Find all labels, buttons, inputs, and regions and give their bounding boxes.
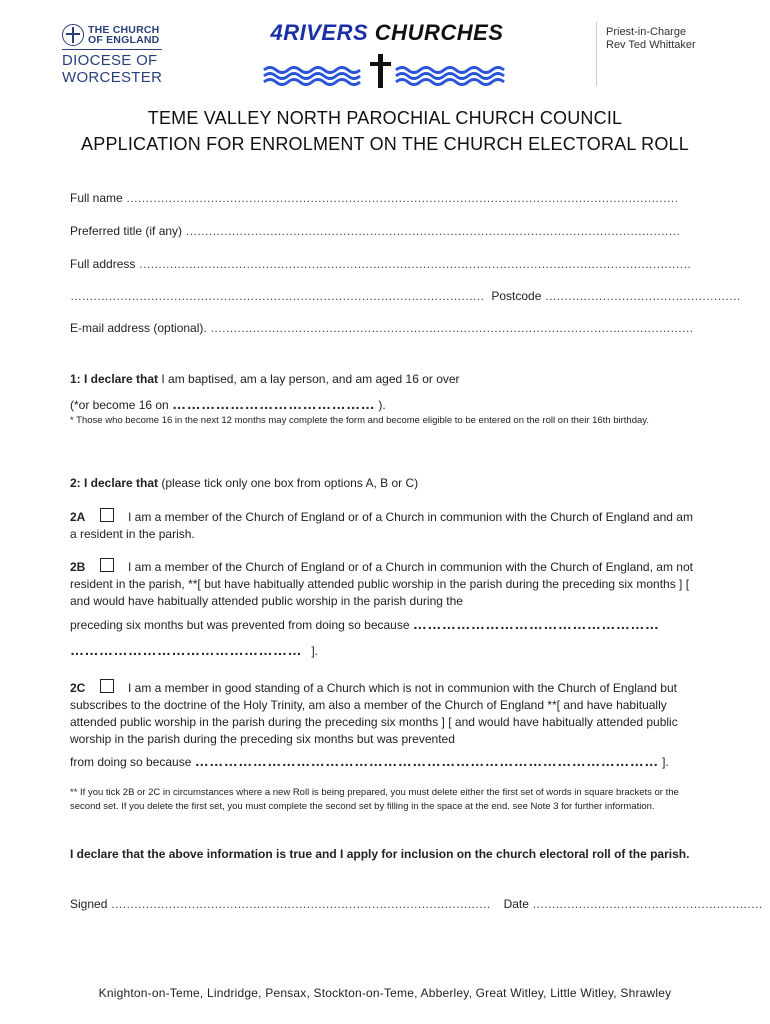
date-dots[interactable]: …………………………………………………… — [532, 897, 763, 911]
option-2c-reason-line — [70, 753, 702, 771]
email-label: E-mail address (optional). — [70, 321, 207, 335]
full-name-dots[interactable]: ……………………………………………………………………………………………………………………………… — [126, 191, 679, 205]
option-2c-checkbox[interactable] — [100, 679, 114, 693]
signed-label: Signed — [70, 897, 108, 911]
final-declaration: I declare that the above information is true and I apply for inclusion on the church electoral roll of the parish. — [70, 847, 690, 861]
become-16-suffix: ). — [378, 398, 386, 412]
option-2b-dots2[interactable]: ………………………………………… — [70, 642, 302, 658]
diocese-line2: WORCESTER — [62, 69, 163, 86]
preferred-title-label: Preferred title (if any) — [70, 224, 183, 238]
date-label: Date — [503, 897, 529, 911]
option-2c-text: I am a member in good standing of a Church which is not in communion with the Church of England but subscribes to the doctrine of the Holy Trinity, am also a member of the Church of England **[ and have habitually attended public worship in the parish during the preceding six months ] [ and would have habitually attended public worship in the parish during the preceding six months but was prevented — [70, 681, 678, 746]
option-2b-reason-line — [70, 616, 702, 634]
become-16-line — [70, 396, 386, 412]
declaration-1-lead: 1: I declare that — [70, 372, 159, 386]
option-2a-code: 2A — [70, 510, 86, 524]
rivers-waves-cross-icon — [262, 52, 512, 92]
postcode-dots[interactable]: …………………………………………… — [544, 289, 741, 303]
email-dots[interactable]: ……………………………………………………………………………………………………………… — [210, 321, 694, 335]
option-2a — [70, 508, 702, 543]
age-note: * Those who become 16 in the next 12 months may complete the form and become eligible to be entered on the roll on their 16th birthday. — [70, 415, 649, 426]
option-2b-text2: preceding six months but was prevented from doing so because — [70, 618, 410, 632]
option-2a-text: I am a member of the Church of England or of a Church in communion with the Church of England and am a resident in the parish. — [70, 510, 693, 541]
option-2c-text2: from doing so because — [70, 755, 192, 769]
postcode-label: Postcode — [491, 289, 542, 303]
address-line2-dots[interactable]: ……………………………………………………………………………………………… — [70, 289, 484, 303]
full-name-label: Full name — [70, 191, 123, 205]
option-2b-checkbox[interactable] — [100, 558, 114, 572]
declaration-2-lead: 2: I declare that — [70, 476, 159, 490]
rivers-suffix: CHURCHES — [374, 20, 504, 45]
cross-icon — [62, 24, 84, 46]
header-divider — [596, 22, 597, 86]
option-2b-text: I am a member of the Church of England or of a Church in communion with the Church of England, am not resident in the parish, **[ but have habitually attended public worship in the parish during the preceding six months ] [ and would have habitually attended public worship in the parish during the — [70, 560, 693, 608]
coe-line1: THE CHURCH — [88, 24, 160, 36]
become-16-prefix: (*or become 16 on — [70, 398, 169, 412]
address-line2-field[interactable] — [70, 289, 740, 303]
email-field[interactable] — [70, 321, 693, 335]
full-address-field[interactable] — [70, 257, 691, 271]
declaration-2-text: (please tick only one box from options A, B or C) — [161, 476, 419, 490]
signed-dots[interactable]: ……………………………………………………………………………………… — [110, 897, 491, 911]
option-2c — [70, 679, 702, 748]
parish-footer: Knighton-on-Teme, Lindridge, Pensax, Stockton-on-Teme, Abberley, Great Witley, Little Witley, Shrawley — [98, 986, 672, 1000]
full-address-label: Full address — [70, 257, 136, 271]
priest-role: Priest-in-Charge — [606, 26, 687, 38]
option-2b-code: 2B — [70, 560, 86, 574]
diocese-line1: DIOCESE OF — [62, 52, 158, 69]
declaration-1-text: I am baptised, am a lay person, and am aged 16 or over — [161, 372, 460, 386]
option-2b-dots1[interactable]: …………………………………………… — [412, 616, 660, 632]
preferred-title-field[interactable] — [70, 224, 680, 238]
form-title-line1: TEME VALLEY NORTH PAROCHIAL CHURCH COUNCIL — [147, 108, 623, 128]
coe-line2: OF ENGLAND — [88, 34, 160, 46]
become-16-dots[interactable]: …………………………………… — [172, 396, 376, 412]
priest-name: Rev Ted Whittaker — [606, 39, 696, 51]
declaration-1 — [70, 372, 460, 386]
option-2a-checkbox[interactable] — [100, 508, 114, 522]
priest-in-charge — [606, 26, 696, 52]
option-2b-end: ]. — [311, 644, 319, 658]
form-title-line2: APPLICATION FOR ENROLMENT ON THE CHURCH ELECTORAL ROLL — [81, 134, 689, 154]
option-2b — [70, 558, 702, 610]
full-address-dots[interactable]: ……………………………………………………………………………………………………………………………… — [138, 257, 691, 271]
deletion-note: ** If you tick 2B or 2C in circumstances where a new Roll is being prepared, you must delete either the first set of words in square brackets or the second set. If you delete the first set, you must complete the second set by filling in the space at the end. see Note 3 for further information. — [70, 787, 679, 812]
declaration-2 — [70, 476, 418, 490]
preferred-title-dots[interactable]: ………………………………………………………………………………………………………………… — [185, 224, 680, 238]
church-of-england-logo — [62, 24, 164, 88]
four-rivers-logo-text — [262, 20, 512, 46]
option-2c-end: ]. — [662, 755, 669, 769]
option-2c-code: 2C — [70, 681, 86, 695]
option-2c-dots[interactable]: …………………………………………………………………………………… — [194, 753, 659, 769]
full-name-field[interactable] — [70, 191, 678, 205]
rivers-prefix: 4RIVERS — [270, 20, 369, 45]
option-2b-reason-line2 — [70, 642, 702, 660]
signature-line[interactable] — [70, 897, 762, 911]
